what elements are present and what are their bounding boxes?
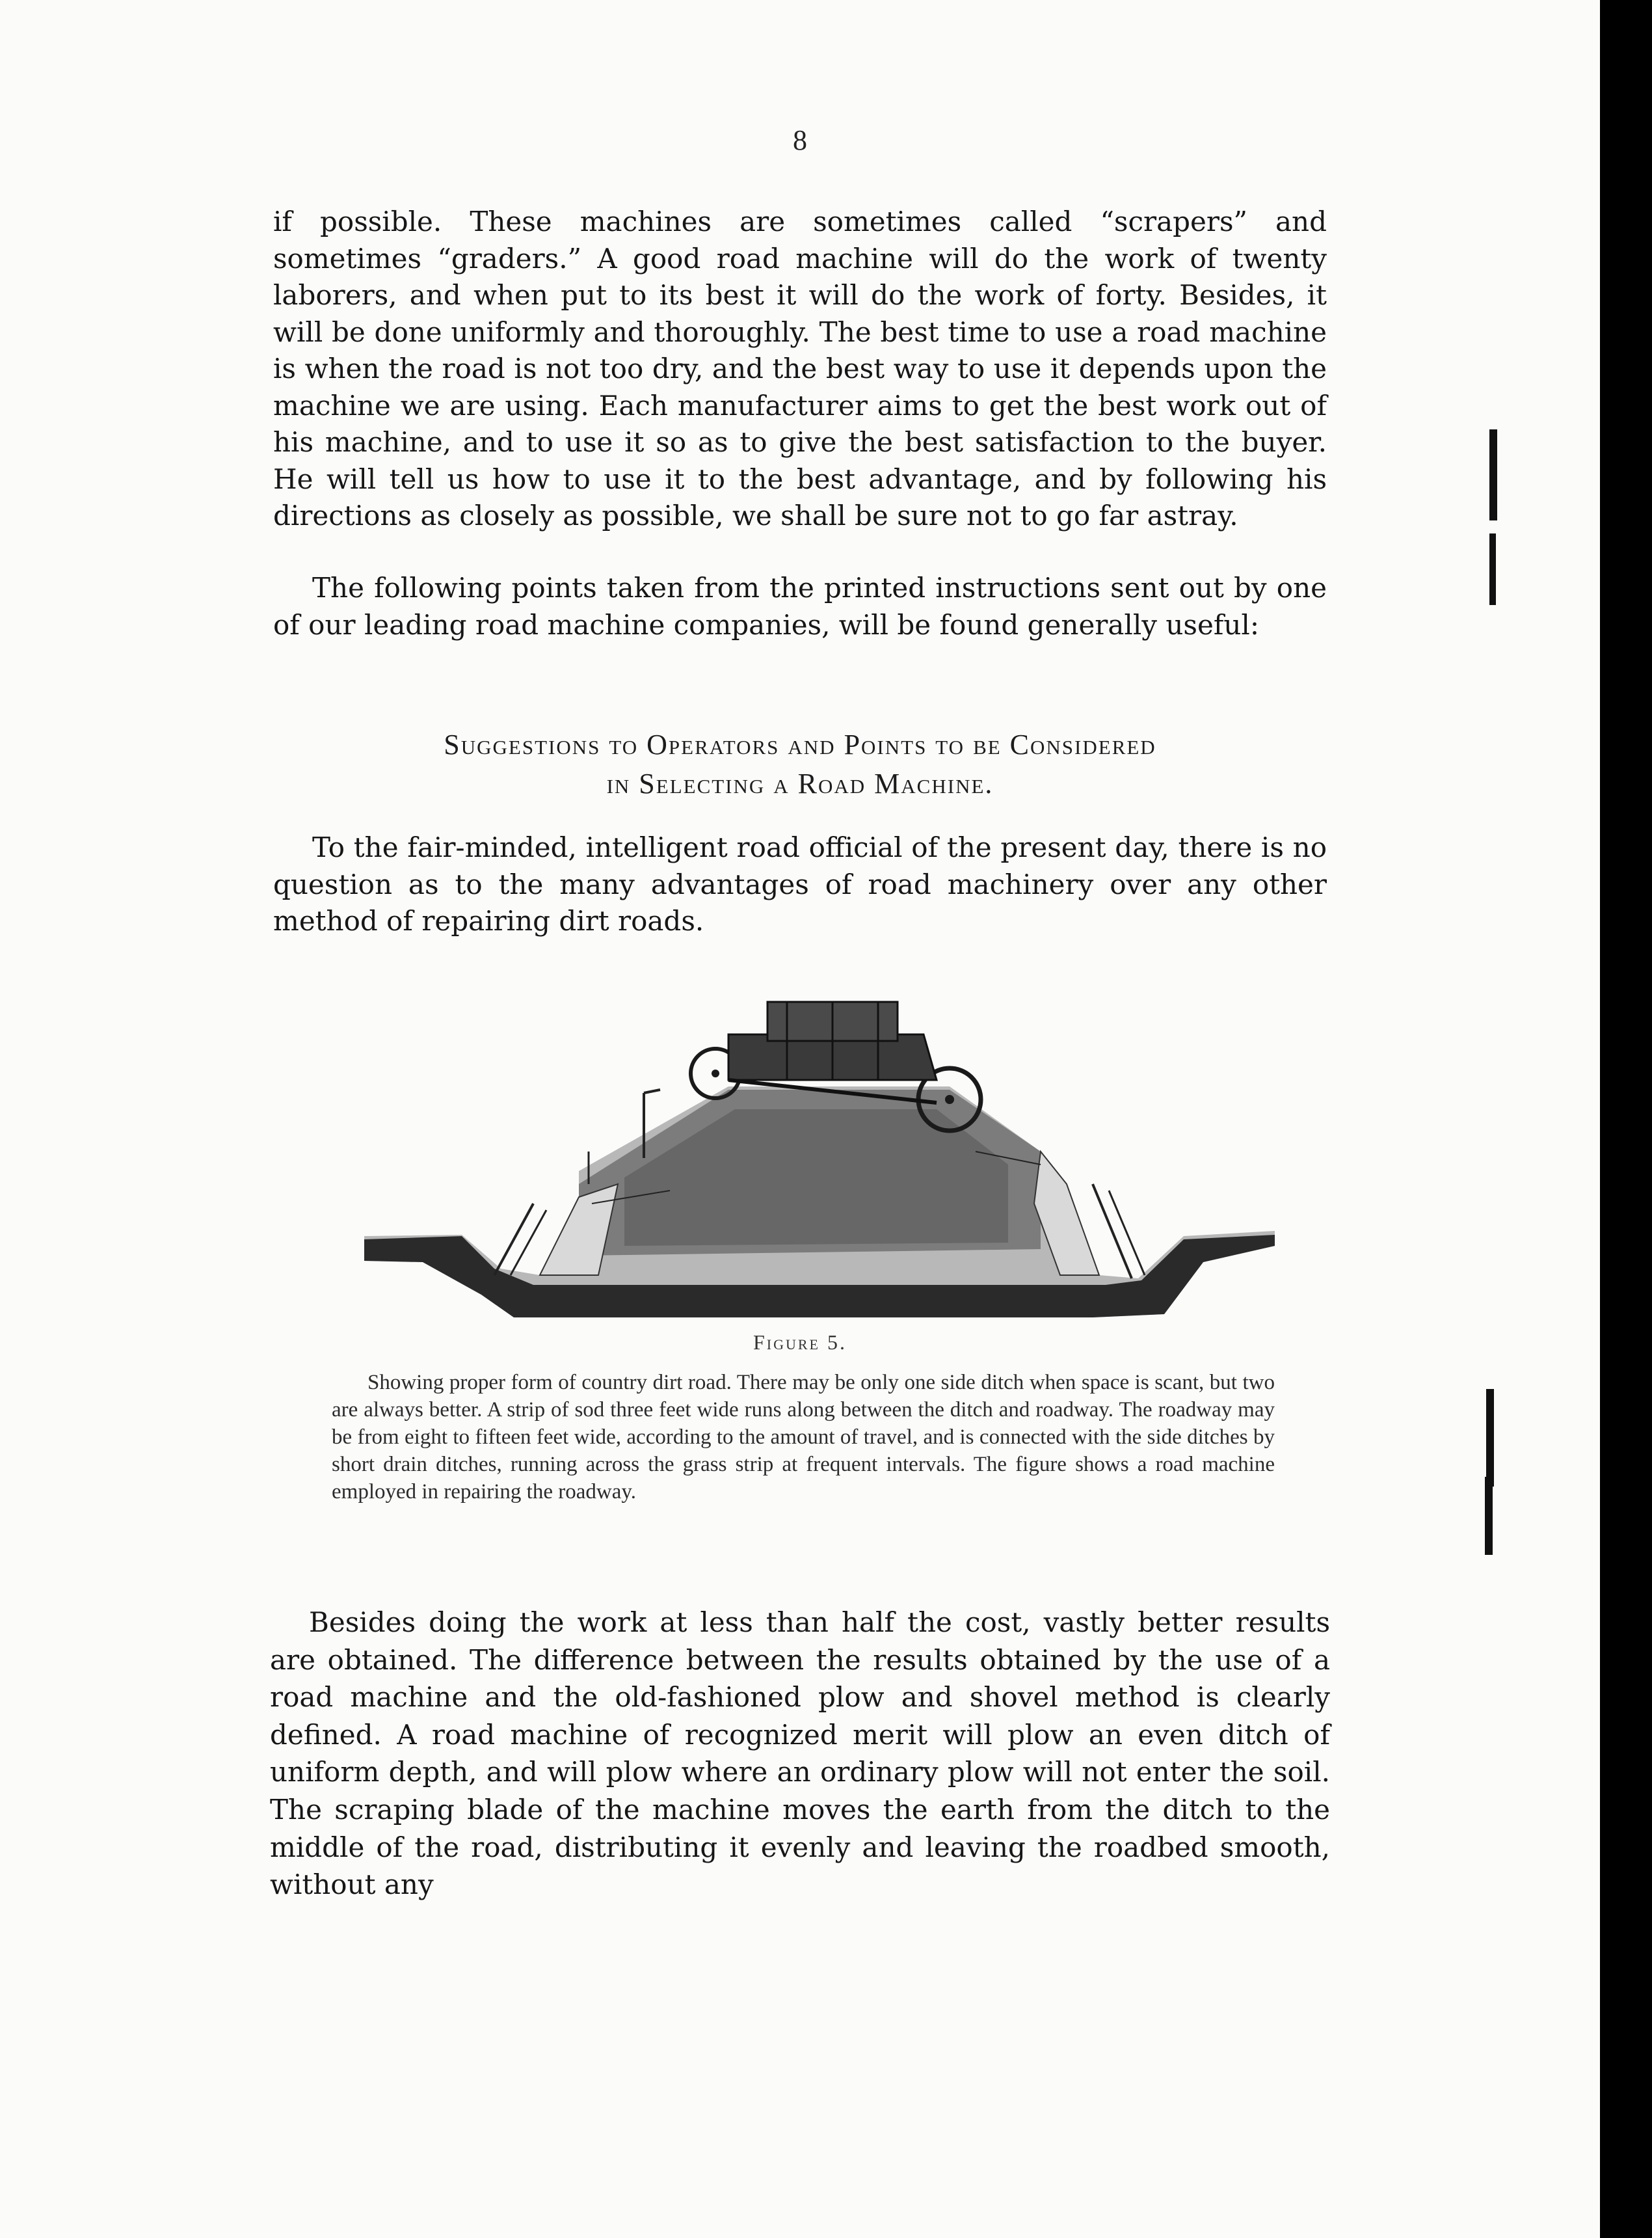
paragraph-besides-doing-work: Besides doing the work at less than half the cost, vastly better results are obtained. The difference between the results obtained by the use of a road machine and the old-fashioned plow and shovel method is clearly defined. A road machine of recognized merit will plow an even ditch of uniform depth, and will plow where an ordinary plow will not enter the soil. The scraping blade of the machine moves the earth from the ditch to the middle of the road, distributing it evenly and leaving the roadbed smooth, without any [270, 1606, 1330, 1901]
scan-margin-mark [1489, 429, 1497, 520]
paragraph-following-points: The following points taken from the printed instructions sent out by one of our leading road machine companies, will be found generally useful: [273, 572, 1327, 641]
section-heading [273, 725, 1327, 803]
road-cross-section-illustration [364, 989, 1275, 1327]
scan-margin-mark [1486, 1389, 1494, 1487]
paragraph-machines-intro: if possible. These machines are sometimes called “scrapers” and sometimes “graders.” A good road machine will do the work of twenty laborers, and when put to its best it will do the work of forty. Besides, it will be done uniformly and thoroughly. The best time to use a road machine is when the road is not too dry, and the best way to use it depends upon the machine we are using. Each manufacturer aims to get the best work out of his machine, and to use it so as to give the best satisfaction to the buyer. He will tell us how to use it to the best advantage, and by following his directions as closely as possible, we shall be sure not to go far astray. [273, 206, 1327, 532]
scan-margin-mark [1489, 533, 1496, 605]
scan-margin-mark [1485, 1477, 1493, 1555]
page-number: 8 [793, 124, 807, 156]
paragraph-fair-minded-official: To the fair-minded, intelligent road official of the present day, there is no question as to the many advantages of road machinery over any other method of repairing dirt roads. [273, 831, 1327, 937]
figure-caption: Showing proper form of country dirt road. There may be only one side ditch when space is scant, but two are always better. A strip of sod three feet wide runs along between the ditch and roadway. The roadway may be from eight to fifteen feet wide, according to the amount of travel, and is connected with the side ditches by short drain ditches, running across the grass strip at frequent intervals. The figure shows a road machine employed in repairing the roadway. [332, 1371, 1275, 1503]
figure-label: Figure 5. [753, 1330, 847, 1354]
section-heading-line-2: in Selecting a Road Machine. [606, 768, 994, 800]
section-heading-line-1: Suggestions to Operators and Points to be Considered [444, 729, 1156, 761]
